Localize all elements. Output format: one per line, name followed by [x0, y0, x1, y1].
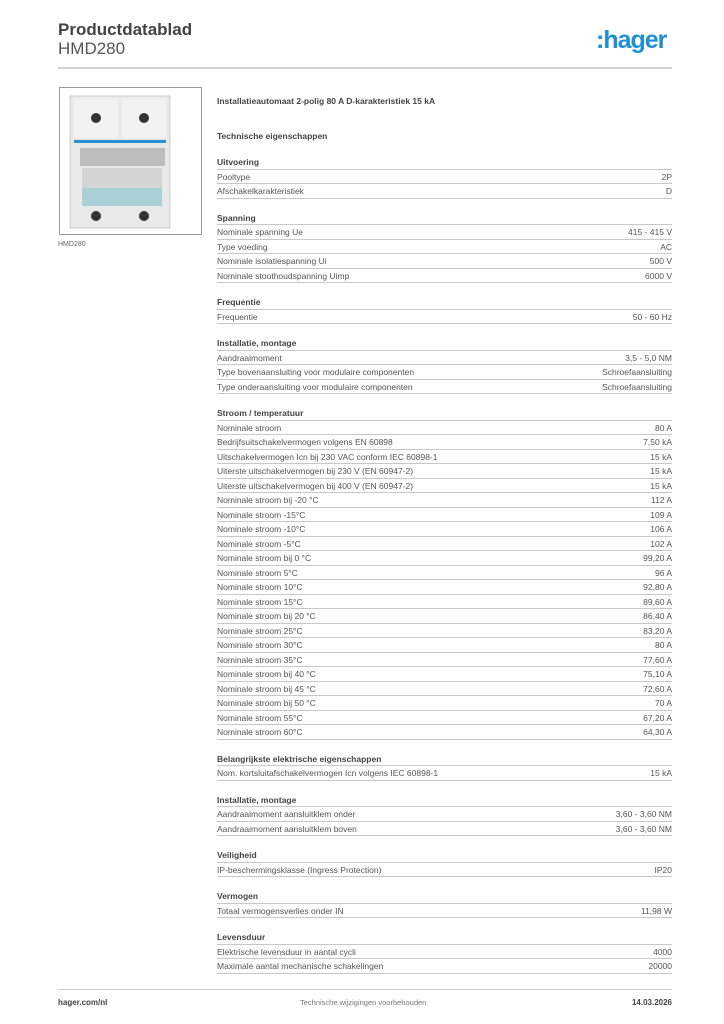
section-heading: Uitvoering [217, 155, 672, 170]
spec-label: Nominale stroom -15°C [217, 509, 306, 520]
spec-value: 50 - 60 Hz [632, 311, 672, 322]
spec-value: 2P [661, 171, 672, 182]
spec-row [217, 696, 672, 711]
spec-value: 96 A [654, 567, 672, 578]
spec-value: 83,20 A [643, 625, 672, 636]
spec-value: 3,60 - 3,60 NM [615, 809, 672, 819]
spec-label: Nominale stroom bij 50 °C [217, 698, 316, 708]
spec-value: 86,40 A [643, 611, 672, 621]
spec-row [217, 184, 672, 199]
spec-row [217, 711, 672, 726]
spec-label: Nominale stroom bij 40 °C [217, 669, 316, 679]
spec-label: Aandraaimoment aansluitklem onder [217, 809, 356, 819]
spec-value: 15 kA [650, 451, 672, 462]
spec-value: 500 V [649, 256, 672, 266]
spec-value: 20000 [648, 961, 672, 971]
spec-value: 7,50 kA [643, 437, 672, 447]
spec-value: 99,20 A [643, 553, 672, 563]
spec-row [217, 595, 672, 610]
spec-label: Nominale stroom bij 20 °C [217, 611, 316, 621]
spec-row [217, 682, 672, 697]
spec-label: Nom. kortsluitafschakelvermogen Icn volgens IEC 60898-1 [217, 768, 439, 778]
spec-value: 75,10 A [643, 669, 672, 679]
spec-label: Totaal vermogensverlies onder IN [217, 905, 344, 916]
spec-label: Bedrijfsuitschakelvermogen volgens EN 60898 [217, 437, 393, 447]
circuit-breaker-illustration [60, 88, 201, 234]
product-image [59, 87, 202, 235]
spec-section [217, 930, 672, 974]
spec-label: Nominale spanning Ue [217, 227, 303, 237]
spec-value: 89,60 A [643, 596, 672, 607]
spec-value: 102 A [650, 538, 672, 549]
spec-section [217, 155, 672, 199]
spec-value: 11,98 W [640, 905, 672, 916]
spec-label: Nominale stroom 30°C [217, 640, 303, 650]
spec-value: Schroefaansluiting [602, 381, 672, 392]
spec-row [217, 380, 672, 395]
header-divider [58, 67, 672, 69]
spec-value: 15 kA [650, 466, 672, 476]
spec-value: 415 - 415 V [628, 227, 672, 237]
spec-row [217, 421, 672, 436]
spec-row [217, 959, 672, 974]
spec-label: Elektrische levensduur in aantal cycli [217, 946, 356, 957]
spec-label: Nominale stroom 10°C [217, 582, 303, 592]
spec-label: Nominale stroom -10°C [217, 524, 306, 534]
spec-label: Nominale stroom [217, 422, 282, 433]
spec-row [217, 170, 672, 185]
section-heading: Spanning [217, 211, 672, 226]
spec-label: Afschakelkarakteristiek [217, 186, 304, 196]
spec-row [217, 667, 672, 682]
spec-section [217, 848, 672, 877]
spec-row [217, 863, 672, 878]
spec-section [217, 295, 672, 324]
spec-value: 77,60 A [643, 654, 672, 665]
spec-label: Uiterste uitschakelvermogen bij 400 V (EN 60947-2) [217, 480, 414, 491]
spec-value: 64,30 A [643, 727, 672, 737]
spec-label: Nominale stoothoudspanning Uimp [217, 270, 350, 281]
hager-logo: :hager [596, 26, 667, 54]
spec-section [217, 752, 672, 781]
spec-label: IP-beschermingsklasse (Ingress Protection) [217, 864, 382, 875]
spec-label: Type bovenaansluiting voor modulaire componenten [217, 367, 415, 377]
spec-label: Nominale stroom 25°C [217, 625, 303, 636]
section-heading: Levensduur [217, 930, 672, 945]
spec-row [217, 551, 672, 566]
spec-row [217, 351, 672, 366]
spec-label: Pooltype [217, 171, 251, 182]
spec-row [217, 822, 672, 837]
footer-disclaimer: Technische wijzigingen voorbehouden [300, 998, 427, 1007]
spec-row [217, 638, 672, 653]
spec-label: Nominale isolatiespanning Ui [217, 256, 327, 266]
spec-section [217, 406, 672, 740]
spec-sections [217, 155, 672, 974]
footer-website-link[interactable]: hager.com/nl [58, 998, 108, 1007]
spec-value: IP20 [654, 864, 672, 875]
section-heading: Belangrijkste elektrische eigenschappen [217, 752, 672, 767]
spec-value: 92,80 A [643, 582, 672, 592]
spec-section [217, 211, 672, 284]
spec-value: Schroefaansluiting [602, 367, 672, 377]
product-description: Installatieautomaat 2-polig 80 A D-karakteristiek 15 kA [217, 96, 436, 106]
image-caption: HMD280 [58, 241, 86, 248]
spec-value: 67,20 A [643, 712, 672, 723]
spec-label: Uiterste uitschakelvermogen bij 230 V (EN 60947-2) [217, 466, 414, 476]
spec-row [217, 609, 672, 624]
spec-row [217, 225, 672, 240]
product-code: HMD280 [58, 39, 126, 58]
spec-row [217, 479, 672, 494]
spec-row [217, 254, 672, 269]
section-heading: Stroom / temperatuur [217, 406, 672, 421]
section-heading: Frequentie [217, 295, 672, 310]
spec-label: Aandraaimoment [217, 352, 282, 363]
spec-value: 70 A [654, 698, 672, 708]
spec-value: 4000 [653, 946, 672, 957]
spec-value: 106 A [650, 524, 672, 534]
spec-row [217, 269, 672, 284]
spec-row [217, 945, 672, 960]
section-heading: Veiligheid [217, 848, 672, 863]
spec-label: Aandraaimoment aansluitklem boven [217, 823, 357, 834]
section-heading: Installatie, montage [217, 793, 672, 808]
spec-label: Nominale stroom 60°C [217, 727, 303, 737]
spec-row [217, 807, 672, 822]
spec-label: Uitschakelvermogen Icn bij 230 VAC conform IEC 60898-1 [217, 451, 438, 462]
spec-row [217, 566, 672, 581]
spec-row [217, 464, 672, 479]
spec-label: Nominale stroom 55°C [217, 712, 303, 723]
spec-row [217, 522, 672, 537]
spec-label: Nominale stroom 15°C [217, 596, 303, 607]
spec-label: Frequentie [217, 311, 258, 322]
spec-label: Type voeding [217, 241, 268, 252]
spec-row [217, 450, 672, 465]
spec-label: Maximale aantal mechanische schakelingen [217, 961, 384, 971]
spec-value: 6000 V [645, 270, 672, 281]
spec-value: D [665, 186, 672, 196]
spec-label: Nominale stroom bij 45 °C [217, 683, 316, 694]
spec-row [217, 310, 672, 325]
spec-row [217, 580, 672, 595]
spec-value: AC [660, 241, 672, 252]
spec-label: Nominale stroom 5°C [217, 567, 298, 578]
spec-value: 15 kA [650, 480, 672, 491]
spec-content [217, 94, 672, 974]
spec-value: 80 A [654, 422, 672, 433]
spec-label: Nominale stroom -5°C [217, 538, 301, 549]
spec-label: Type onderaansluiting voor modulaire componenten [217, 381, 413, 392]
spec-section [217, 889, 672, 918]
spec-row [217, 435, 672, 450]
spec-row [217, 725, 672, 740]
spec-row [217, 766, 672, 781]
spec-row [217, 624, 672, 639]
spec-row [217, 240, 672, 255]
spec-value: 3,5 - 5,0 NM [625, 352, 672, 363]
section-heading: Installatie, montage [217, 336, 672, 351]
spec-row [217, 508, 672, 523]
document-title: Productdatablad [58, 20, 193, 39]
tech-heading: Technische eigenschappen [217, 131, 328, 141]
spec-section [217, 336, 672, 394]
spec-value: 109 A [650, 509, 672, 520]
spec-row [217, 653, 672, 668]
spec-value: 72,60 A [643, 683, 672, 694]
spec-label: Nominale stroom bij -20 °C [217, 495, 319, 505]
spec-value: 112 A [650, 495, 672, 505]
spec-row [217, 365, 672, 380]
spec-label: Nominale stroom 35°C [217, 654, 303, 665]
spec-label: Nominale stroom bij 0 °C [217, 553, 312, 563]
spec-value: 15 kA [650, 768, 672, 778]
spec-value: 3,60 - 3,60 NM [615, 823, 672, 834]
footer-date: 14.03.2026 [631, 998, 672, 1007]
section-heading: Vermogen [217, 889, 672, 904]
spec-row [217, 904, 672, 919]
spec-row [217, 537, 672, 552]
spec-row [217, 493, 672, 508]
footer-divider [58, 989, 672, 990]
spec-section [217, 793, 672, 837]
spec-value: 80 A [654, 640, 672, 650]
